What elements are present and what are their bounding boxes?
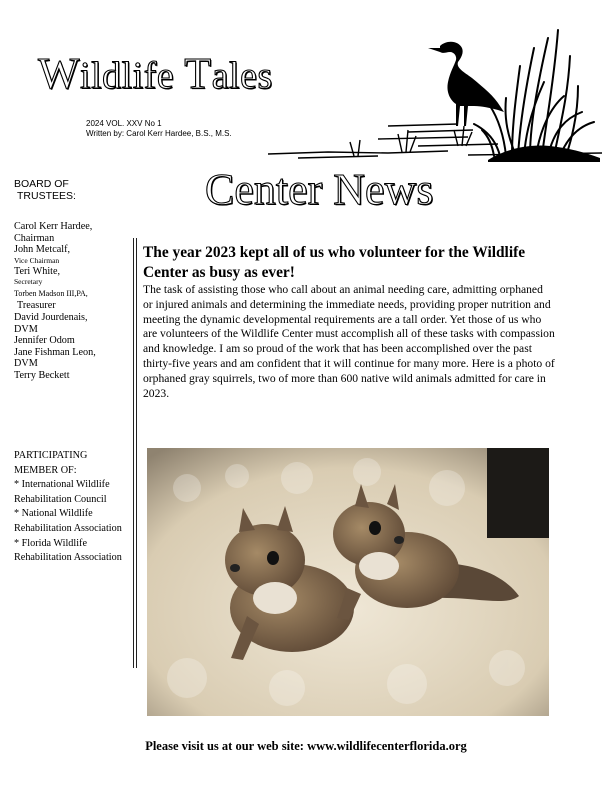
newsletter-title: Wildlife Tales xyxy=(38,49,273,98)
author-line: Written by: Carol Kerr Hardee, B.S., M.S. xyxy=(86,129,232,138)
trustee-name: John Metcalf, xyxy=(14,244,71,256)
column-divider xyxy=(133,238,134,668)
column-divider xyxy=(136,238,137,668)
participating-heading: MEMBER OF: xyxy=(14,464,77,476)
participating-members xyxy=(14,449,134,566)
participating-heading: PARTICIPATING xyxy=(14,450,88,461)
trustee-name: Jennifer Odom xyxy=(14,335,75,347)
trustee-role: DVM xyxy=(14,323,38,335)
trustee-role: Chairman xyxy=(14,232,55,244)
board-heading: BOARD OF xyxy=(14,178,69,190)
website-footer: Please visit us at our web site: www.wildlifecenterflorida.org xyxy=(145,739,467,753)
board-heading: TRUSTEES: xyxy=(17,190,76,202)
trustee-role: Secretary xyxy=(14,277,43,287)
member-organization: * National Wildlife Rehabilitation Association xyxy=(14,508,122,534)
trustee-role: DVM xyxy=(14,358,38,370)
trustee-name: Carol Kerr Hardee, xyxy=(14,221,93,232)
member-organization: * Florida Wildlife Rehabilitation Association xyxy=(14,537,122,564)
trustee-name: Torben Madson III,PA, xyxy=(14,289,88,299)
article-body: The task of assisting those who call about an animal needing care, admitting orphaned or injured animals and determining the immediate needs, providing proper nutrition and meeting the dynamic developmental requirements are a tall order. Yet those of us who are volunteers of the Wildlife Center must accomplish all of these tasks with compassion and knowledge. I am so proud of the work that has been accomplished over the past thirty-five years and am confident that it will continue for many more. Here is a photo of orphaned gray squirrels, two of more than 600 native wild animals admitted for care in 2023. xyxy=(143,283,555,400)
member-organization: * International Wildlife Rehabilitation Council xyxy=(14,479,110,505)
board-of-trustees xyxy=(14,178,132,382)
trustee-name: David Jourdenais, xyxy=(14,311,88,323)
trustee-name: Terry Beckett xyxy=(14,369,70,381)
trustee-name: Jane Fishman Leon, xyxy=(14,346,96,358)
trustee-name: Teri White, xyxy=(14,265,61,277)
issue-number: 2024 VOL. XXV No 1 xyxy=(86,119,162,128)
section-title: Center News xyxy=(205,165,434,214)
issue-info xyxy=(86,119,232,139)
trustee-role: Vice Chairman xyxy=(14,255,60,265)
squirrels-photo xyxy=(147,448,549,716)
trustee-role: Treasurer xyxy=(17,300,56,312)
article-headline: The year 2023 kept all of us who volunteer for the Wildlife Center as busy as ever! xyxy=(143,244,526,281)
heron-silhouette-illustration xyxy=(268,26,602,162)
